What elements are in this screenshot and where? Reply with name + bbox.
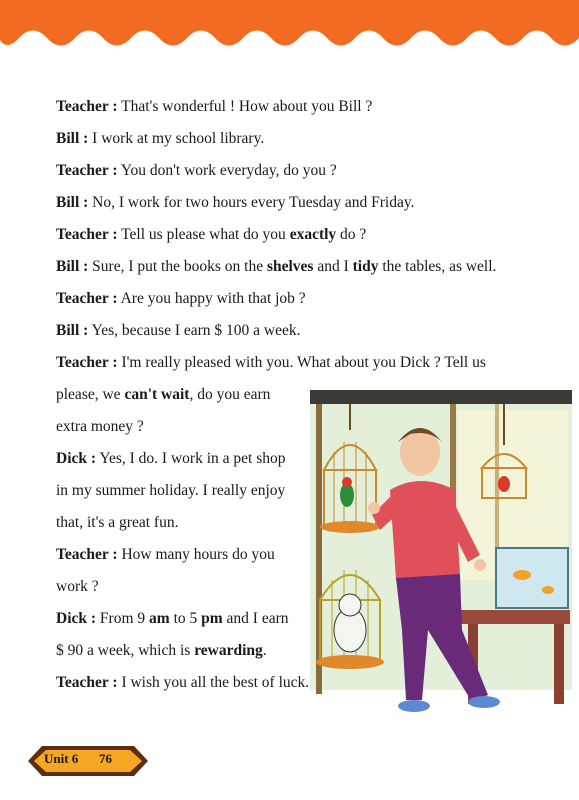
dialogue-text: to 5 (169, 610, 202, 627)
speaker-name: Teacher : (56, 674, 118, 691)
dialogue-line (56, 449, 285, 469)
dialogue-text: Yes, because I earn $ 100 a week. (88, 322, 301, 339)
dialogue-text: the tables, as well. (378, 258, 497, 275)
speaker-name: Teacher : (56, 226, 118, 243)
speaker-name: Teacher : (56, 290, 118, 307)
pet-shop-illustration (310, 390, 572, 735)
dialogue-line (56, 353, 486, 373)
speaker-name: Teacher : (56, 98, 118, 115)
dialogue-text: extra money ? (56, 418, 144, 435)
dialogue-line (56, 321, 301, 341)
dialogue-text: I work at my school library. (88, 130, 265, 147)
dialogue-line (56, 673, 309, 693)
page-number: 76 (99, 751, 112, 766)
dialogue-line (56, 257, 496, 277)
speaker-name: Dick : (56, 610, 97, 627)
dialogue-text: Are you happy with that job ? (117, 290, 306, 307)
speaker-name: Teacher : (56, 546, 118, 563)
dialogue-text: work ? (56, 578, 99, 595)
dialogue-line (56, 289, 306, 309)
dialogue-text: You don't work everyday, do you ? (117, 162, 337, 179)
dialogue-line (56, 193, 414, 213)
speaker-name: Dick : (56, 450, 97, 467)
dialogue-text: From 9 (96, 610, 150, 627)
emphasized-word: am (149, 610, 170, 627)
emphasized-word: shelves (266, 258, 314, 275)
dialogue-text: I wish you all the best of luck. (117, 674, 310, 691)
dialogue-text: in my summer holiday. I really enjoy (56, 482, 286, 499)
dialogue-line (56, 481, 285, 501)
dialogue-line (56, 417, 144, 437)
dialogue-text: . (262, 642, 267, 659)
emphasized-word: exactly (289, 226, 337, 243)
dialogue-text: do ? (336, 226, 367, 243)
dialogue-line (56, 161, 337, 181)
dialogue-text: $ 90 a week, which is (56, 642, 195, 659)
emphasized-word: pm (201, 610, 223, 627)
dialogue-text: Tell us please what do you (117, 226, 290, 243)
dialogue-line (56, 385, 270, 405)
speaker-name: Bill : (56, 322, 89, 339)
dialogue-text: Sure, I put the books on the (88, 258, 267, 275)
dialogue-text: Yes, I do. I work in a pet shop (96, 450, 286, 467)
dialogue-line (56, 609, 289, 629)
dialogue-line (56, 577, 99, 597)
dialogue-text: and I earn (222, 610, 289, 627)
dialogue-text: No, I work for two hours every Tuesday and Friday. (88, 194, 415, 211)
speaker-name: Teacher : (56, 162, 118, 179)
dialogue-line (56, 225, 366, 245)
dialogue-text: please, we (56, 386, 125, 403)
emphasized-word: can't wait (124, 386, 190, 403)
speaker-name: Teacher : (56, 354, 118, 371)
unit-label: Unit 6 (44, 751, 79, 766)
dialogue-text: That's wonderful ! How about you Bill ? (117, 98, 373, 115)
dialogue-text: How many hours do you (117, 546, 275, 563)
speaker-name: Bill : (56, 194, 89, 211)
emphasized-word: tidy (352, 258, 379, 275)
top-wave-banner (0, 0, 579, 60)
speaker-name: Bill : (56, 258, 89, 275)
dialogue-text: , do you earn (189, 386, 271, 403)
dialogue-text: I'm really pleased with you. What about you Dick ? Tell us (117, 354, 486, 371)
dialogue-line (56, 545, 275, 565)
speaker-name: Bill : (56, 130, 89, 147)
dialogue-text: and I (313, 258, 353, 275)
dialogue-line (56, 129, 264, 149)
dialogue-text: that, it's a great fun. (56, 514, 179, 531)
dialogue-line (56, 97, 372, 117)
dialogue-line (56, 641, 267, 661)
dialogue-line (56, 513, 178, 533)
emphasized-word: rewarding (194, 642, 263, 659)
